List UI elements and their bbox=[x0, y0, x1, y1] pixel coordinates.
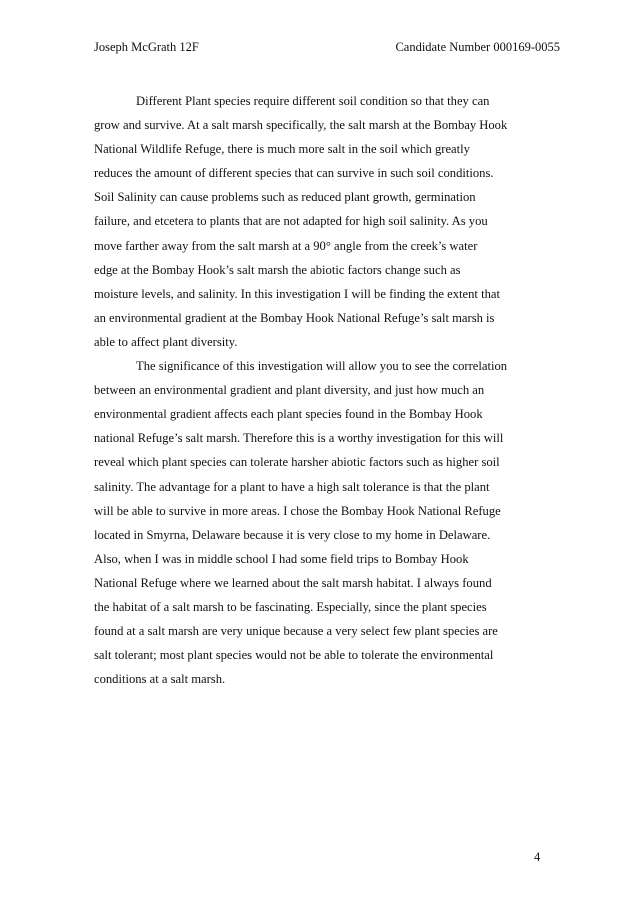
paragraph-line: edge at the Bombay Hook’s salt marsh the abiotic factors change such as bbox=[94, 262, 461, 277]
page-number: 4 bbox=[534, 850, 541, 864]
paragraph-line: reveal which plant species can tolerate harsher abiotic factors such as higher soil bbox=[94, 455, 500, 470]
paragraph-line: salt tolerant; most plant species would not be able to tolerate the environmental bbox=[94, 648, 494, 663]
paragraph-line: located in Smyrna, Delaware because it is very close to my home in Delaware. bbox=[94, 527, 491, 542]
paragraph-line: Different Plant species require different soil condition so that they can bbox=[136, 94, 490, 108]
paragraph-line: reduces the amount of different species that can survive in such soil conditions. bbox=[94, 166, 494, 181]
paragraph-line: The significance of this investigation will allow you to see the correlation bbox=[136, 359, 508, 374]
header-author: Joseph McGrath 12F bbox=[94, 40, 199, 54]
paragraph-line: national Refuge’s salt marsh. Therefore this is a worthy investigation for this will bbox=[94, 431, 504, 446]
paragraph-line: moisture levels, and salinity. In this investigation I will be finding the extent that bbox=[94, 286, 500, 301]
paragraph-line: National Refuge where we learned about the salt marsh habitat. I always found bbox=[94, 575, 492, 590]
paragraph-line: able to affect plant diversity. bbox=[94, 334, 238, 349]
paragraph-line: conditions at a salt marsh. bbox=[94, 672, 226, 687]
paragraph-line: National Wildlife Refuge, there is much more salt in the soil which greatly bbox=[94, 142, 470, 157]
paragraph-line: will be able to survive in more areas. I chose the Bombay Hook National Refuge bbox=[94, 503, 501, 518]
paragraph-line: an environmental gradient at the Bombay Hook National Refuge’s salt marsh is bbox=[94, 310, 495, 325]
paragraph-line: between an environmental gradient and plant diversity, and just how much an bbox=[94, 383, 485, 398]
paragraph-line: failure, and etcetera to plants that are not adapted for high soil salinity. As you bbox=[94, 214, 488, 229]
paragraph-line: Also, when I was in middle school I had some field trips to Bombay Hook bbox=[94, 551, 469, 566]
paragraph-line: found at a salt marsh are very unique because a very select few plant species are bbox=[94, 624, 498, 639]
paragraph-line: grow and survive. At a salt marsh specifically, the salt marsh at the Bombay Hook bbox=[94, 118, 508, 133]
body-text bbox=[94, 89, 544, 691]
paragraph-2 bbox=[94, 354, 544, 691]
paragraph-line: the habitat of a salt marsh to be fascinating. Especially, since the plant species bbox=[94, 599, 487, 614]
paragraph-line: move farther away from the salt marsh at a 90° angle from the creek’s water bbox=[94, 238, 478, 253]
paragraph-line: salinity. The advantage for a plant to have a high salt tolerance is that the plant bbox=[94, 479, 490, 494]
paragraph-line: environmental gradient affects each plant species found in the Bombay Hook bbox=[94, 407, 483, 422]
paragraph-line: Soil Salinity can cause problems such as reduced plant growth, germination bbox=[94, 190, 476, 205]
page-header bbox=[94, 38, 560, 56]
paragraph-1 bbox=[94, 89, 544, 354]
header-candidate-number: Candidate Number 000169-0055 bbox=[395, 40, 560, 54]
